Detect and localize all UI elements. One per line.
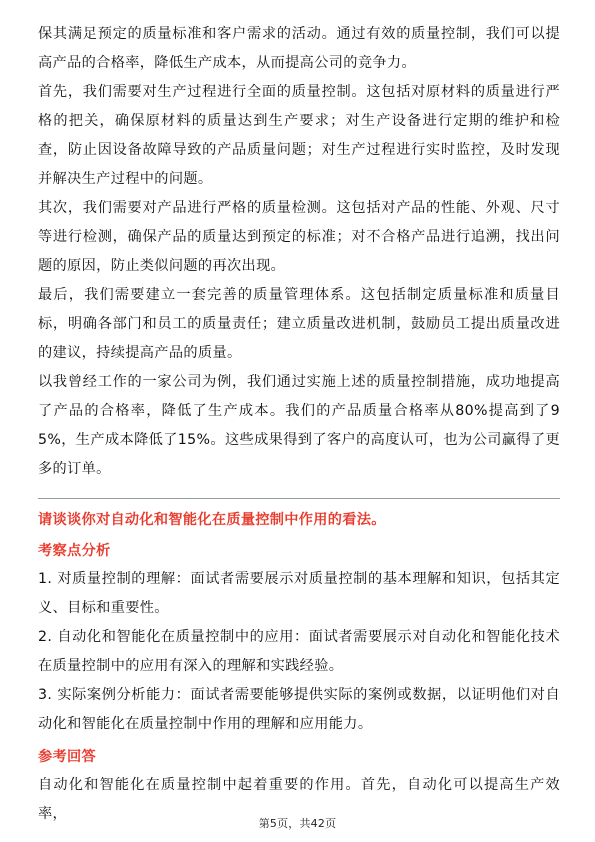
page-footer: 第5页，共42页	[258, 817, 337, 830]
analysis-point-3: 3. 实际案例分析能力：面试者需要能够提供实际的案例或数据，以证明他们对自动化和智能化在质量控制中作用的理解和应用能力。	[38, 687, 560, 732]
answer-heading: 参考回答	[38, 749, 96, 765]
body-paragraph-3: 其次，我们需要对产品进行严格的质量检测。这包括对产品的性能、外观、尺寸等进行检测，确保产品的质量达到预定的标准；对不合格产品进行追溯，找出问题的原因，防止类似问题的再次出现。	[38, 200, 560, 274]
question-title: 请谈谈你对自动化和智能化在质量控制中作用的看法。	[38, 512, 386, 528]
body-paragraph-5: 以我曾经工作的一家公司为例，我们通过实施上述的质量控制措施，成功地提高了产品的合格率，降低了生产成本。我们的产品质量合格率从80%提高到了95%，生产成本降低了15%。这些成果得到了客户的高度认可，也为公司赢得了更多的订单。	[38, 374, 560, 477]
answer-paragraph: 自动化和智能化在质量控制中起着重要的作用。首先，自动化可以提高生产效率，	[38, 777, 560, 822]
analysis-point-1: 1. 对质量控制的理解：面试者需要展示对质量控制的基本理解和知识，包括其定义、目标和重要性。	[38, 571, 560, 616]
document-page	[38, 20, 560, 829]
body-paragraph-4: 最后，我们需要建立一套完善的质量管理体系。这包括制定质量标准和质量目标，明确各部门和员工的质量责任；建立质量改进机制，鼓励员工提出质量改进的建议，持续提高产品的质量。	[38, 287, 560, 361]
body-paragraph-1: 保其满足预定的质量标准和客户需求的活动。通过有效的质量控制，我们可以提高产品的合格率，降低生产成本，从而提高公司的竞争力。	[38, 26, 560, 71]
analysis-heading: 考察点分析	[38, 543, 111, 559]
section-divider	[38, 498, 560, 499]
analysis-point-2: 2. 自动化和智能化在质量控制中的应用：面试者需要展示对自动化和智能化技术在质量控制中的应用有深入的理解和实践经验。	[38, 629, 560, 674]
body-paragraph-2: 首先，我们需要对生产过程进行全面的质量控制。这包括对原材料的质量进行严格的把关，确保原材料的质量达到生产要求；对生产设备进行定期的维护和检查，防止因设备故障导致的产品质量问题；对生产过程进行实时监控，及时发现并解决生产过程中的问题。	[38, 84, 560, 187]
